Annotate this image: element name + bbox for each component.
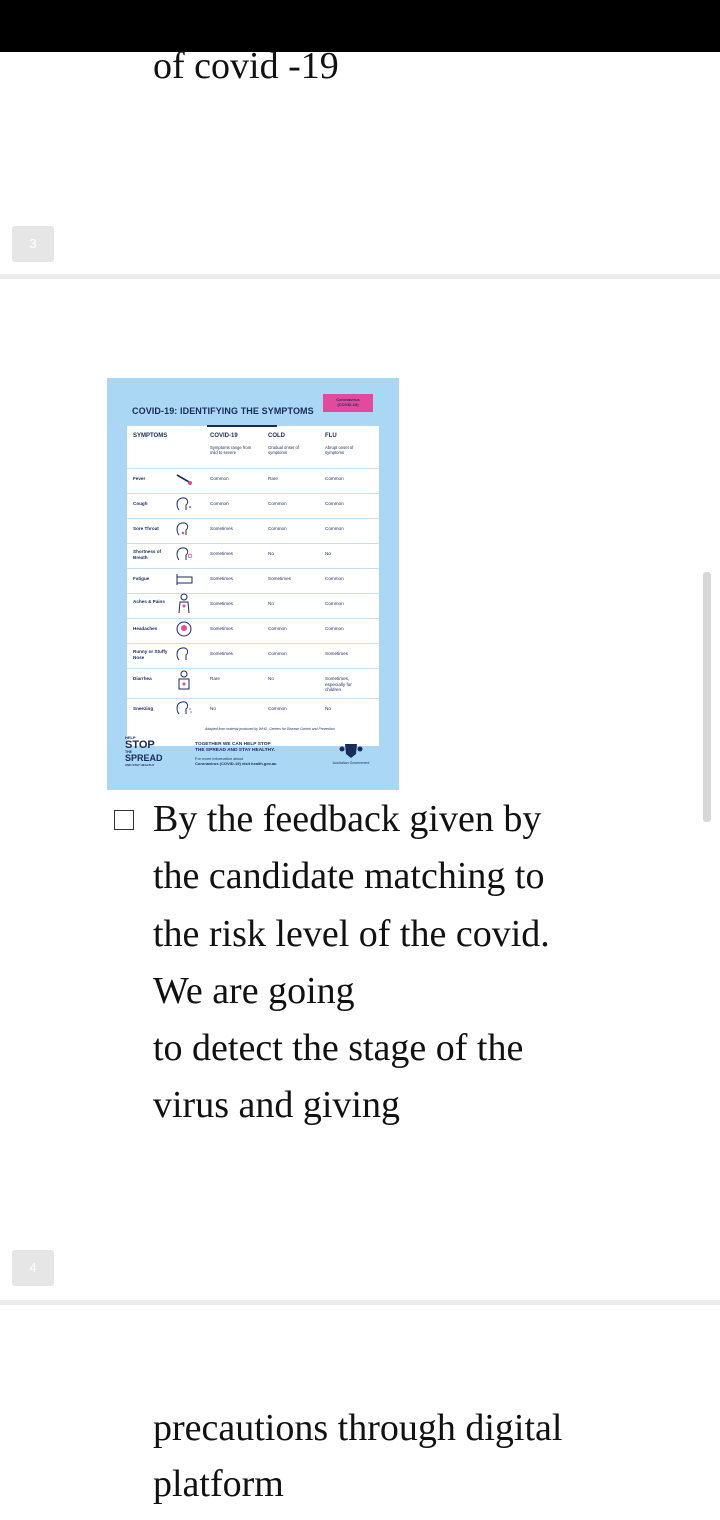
- flu-value: No: [325, 706, 331, 711]
- covid-symptoms-poster: [107, 378, 399, 790]
- coat-of-arms-icon: [339, 740, 363, 760]
- sore-throat-icon: [175, 521, 193, 537]
- headache-icon: [175, 620, 193, 638]
- flu-value: Common: [325, 501, 344, 506]
- cold-value: Common: [268, 526, 287, 531]
- top-status-bar: [0, 0, 720, 52]
- symptom-label: Diarrhea: [133, 676, 152, 681]
- more-info-line-1: For more information about: [195, 756, 244, 761]
- page-divider: [0, 274, 720, 279]
- bullet-line: By the feedback given by: [153, 798, 542, 840]
- row-rule: [127, 543, 379, 544]
- covid-value: Sometimes: [210, 651, 233, 656]
- bullet-line: We are going: [153, 970, 355, 1012]
- continued-line: precautions through digital: [153, 1407, 563, 1449]
- stop-the-spread-logo: [125, 735, 169, 775]
- symptom-label: Runny or Stuffy Nose: [133, 649, 168, 660]
- row-rule: [127, 468, 379, 469]
- flu-value: Sometimes, especially for children: [325, 676, 352, 692]
- row-rule: [127, 643, 379, 644]
- cold-value: Common: [268, 626, 287, 631]
- together-line-2: THE SPREAD AND STAY HEALTHY.: [195, 748, 276, 753]
- symptom-label: Cough: [133, 501, 148, 506]
- col-flu: FLU: [325, 433, 337, 439]
- thermometer-icon: [175, 471, 193, 487]
- bed-icon: [175, 571, 193, 587]
- covid-value: Sometimes: [210, 551, 233, 556]
- government-logo: [325, 740, 377, 765]
- cough-icon: [175, 496, 193, 512]
- stop-main: STOP: [125, 739, 155, 751]
- heading-fragment: of covid -19: [153, 45, 339, 87]
- breath-icon: [175, 546, 193, 562]
- symptom-label: Shortness of Breath: [133, 549, 162, 560]
- covid-value: Sometimes: [210, 526, 233, 531]
- row-rule: [127, 668, 379, 669]
- col-symptoms: SYMPTOMS: [133, 433, 168, 439]
- row-rule: [127, 593, 379, 594]
- page-divider: [0, 1300, 720, 1305]
- symptom-label: Fatigue: [133, 576, 150, 581]
- flu-value: No: [325, 551, 331, 556]
- body-aches-icon: [175, 593, 193, 615]
- flu-value: Common: [325, 626, 344, 631]
- bullet-checkbox: [114, 810, 134, 830]
- sneeze-icon: [175, 700, 193, 716]
- badge-line-1: Coronavirus: [336, 397, 360, 402]
- row-rule: [127, 518, 379, 519]
- symptom-label: Sneezing: [133, 706, 154, 711]
- poster-title: COVID-19: IDENTIFYING THE SYMPTOMS: [132, 406, 314, 416]
- header-accent: [207, 425, 277, 427]
- cold-value: Rare: [268, 476, 278, 481]
- symptom-label: Headaches: [133, 626, 158, 631]
- symptom-label: Aches & Pains: [133, 599, 165, 604]
- bullet-line: virus and giving: [153, 1084, 400, 1126]
- col-cold-sub: Gradual onset of symptoms: [268, 445, 299, 455]
- row-rule: [127, 698, 379, 699]
- flu-value: Common: [325, 576, 344, 581]
- nose-icon: [175, 646, 193, 662]
- page-number-badge: 4: [12, 1250, 54, 1286]
- badge-line-2: (COVID-19): [337, 402, 359, 407]
- col-covid: COVID-19: [210, 433, 238, 439]
- flu-value: Sometimes: [325, 651, 348, 656]
- stop-help: HELP: [125, 735, 136, 740]
- coronavirus-badge: [323, 394, 373, 412]
- together-message: [195, 742, 315, 754]
- continued-line: platform: [153, 1463, 284, 1505]
- covid-value: Common: [210, 476, 229, 481]
- page-number-badge: 3: [12, 226, 54, 262]
- more-info: [195, 756, 325, 766]
- bullet-line: to detect the stage of the: [153, 1027, 524, 1069]
- government-name: Australian Government: [332, 761, 370, 765]
- cold-value: No: [268, 676, 274, 681]
- poster-footnote: Adapted from material produced by WHO, Centers for Disease Control and Prevention: [205, 727, 335, 731]
- flu-value: Common: [325, 601, 344, 606]
- covid-value: Rare: [210, 676, 220, 681]
- covid-value: Common: [210, 501, 229, 506]
- cold-value: Common: [268, 651, 287, 656]
- together-line-1: TOGETHER WE CAN HELP STOP: [195, 742, 271, 747]
- row-rule: [127, 618, 379, 619]
- cold-value: No: [268, 601, 274, 606]
- bullet-line: the candidate matching to: [153, 855, 545, 897]
- more-info-line-2: Coronavirus (COVID-19) visit health.gov.au: [195, 761, 277, 766]
- stop-the: THE: [125, 750, 132, 754]
- cold-value: Common: [268, 501, 287, 506]
- covid-value: Sometimes: [210, 576, 233, 581]
- col-cold: COLD: [268, 433, 285, 439]
- flu-value: Common: [325, 526, 344, 531]
- cold-value: Sometimes: [268, 576, 291, 581]
- bullet-line: the risk level of the covid.: [153, 913, 550, 955]
- stop-spread: SPREAD: [125, 753, 163, 763]
- flu-value: Common: [325, 476, 344, 481]
- col-flu-sub: Abrupt onset of symptoms: [325, 445, 354, 455]
- covid-value: Sometimes: [210, 626, 233, 631]
- col-covid-sub: Symptoms range from mild to severe: [210, 445, 252, 455]
- scrollbar-thumb[interactable]: [703, 572, 711, 822]
- symptom-label: Fever: [133, 476, 146, 481]
- cold-value: No: [268, 551, 274, 556]
- covid-value: Sometimes: [210, 601, 233, 606]
- row-rule: [127, 493, 379, 494]
- stop-tag: AND STAY HEALTHY: [125, 763, 155, 767]
- cold-value: Common: [268, 706, 287, 711]
- symptom-label: Sore Throat: [133, 526, 159, 531]
- row-rule: [127, 568, 379, 569]
- stomach-icon: [175, 670, 193, 692]
- covid-value: No: [210, 706, 216, 711]
